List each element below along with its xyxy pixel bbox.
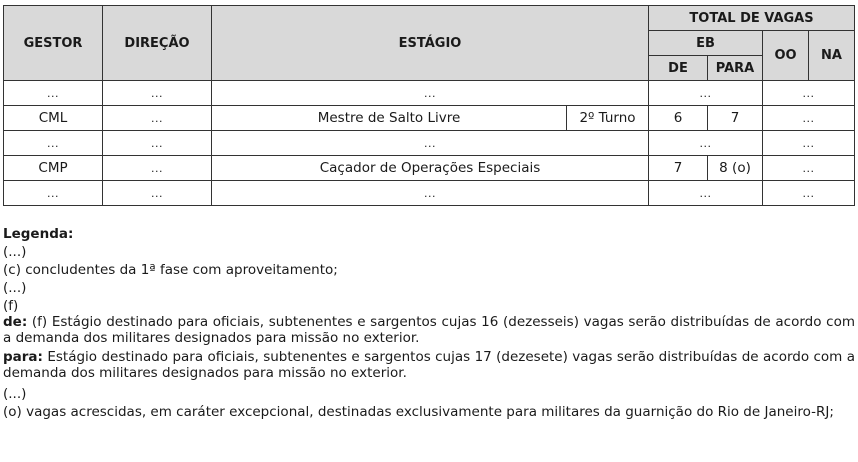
cell-direcao: ...	[103, 81, 212, 106]
cell-de-para: ...	[649, 81, 763, 106]
legend-title: Legenda:	[3, 226, 74, 242]
cell-direcao: ...	[103, 106, 212, 131]
cell-de-para: ...	[649, 131, 763, 156]
cell-oo-na: ...	[763, 106, 855, 131]
header-gestor: GESTOR	[4, 6, 103, 81]
cell-para: 8 (o)	[708, 156, 763, 181]
header-row-1	[4, 6, 855, 31]
cell-de-para: ...	[649, 181, 763, 206]
legend-line: (o) vagas acrescidas, em caráter excepcional, destinadas exclusivamente para militares da guarnição do Rio de Janeiro-RJ;	[3, 404, 834, 420]
cell-gestor: ...	[4, 81, 103, 106]
para-label: para:	[3, 349, 43, 365]
header-oo: OO	[763, 31, 809, 81]
table-row	[4, 156, 855, 181]
legend-de-paragraph	[3, 315, 855, 346]
legend-line: (...)	[3, 280, 27, 296]
cell-de: 7	[649, 156, 708, 181]
cell-oo-na: ...	[763, 81, 855, 106]
cell-de: 6	[649, 106, 708, 131]
header-estagio: ESTÁGIO	[212, 6, 649, 81]
legend	[3, 225, 855, 421]
cell-gestor: ...	[4, 181, 103, 206]
de-text: (f) Estágio destinado para oficiais, subtenentes e sargentos cujas 16 (dezesseis) vagas serão distribuídas de acordo com a demanda dos militares designados para missão no exterior.	[3, 314, 855, 346]
cell-oo-na: ...	[763, 131, 855, 156]
cell-oo-na: ...	[763, 156, 855, 181]
cell-oo-na: ...	[763, 181, 855, 206]
header-para: PARA	[708, 56, 763, 81]
header-de: DE	[649, 56, 708, 81]
table-row	[4, 181, 855, 206]
de-label: de:	[3, 314, 28, 330]
header-na: NA	[809, 31, 855, 81]
table-row	[4, 106, 855, 131]
document	[3, 5, 855, 421]
cell-para: 7	[708, 106, 763, 131]
cell-estagio: ...	[212, 181, 649, 206]
header-direcao: DIREÇÃO	[103, 6, 212, 81]
cell-estagio: ...	[212, 81, 649, 106]
cell-turno: 2º Turno	[567, 106, 649, 131]
legend-line: (...)	[3, 244, 27, 260]
cell-direcao: ...	[103, 156, 212, 181]
table-row	[4, 81, 855, 106]
legend-line: (c) concludentes da 1ª fase com aproveitamento;	[3, 262, 338, 278]
cell-estagio: Mestre de Salto Livre	[212, 106, 567, 131]
cell-gestor: CMP	[4, 156, 103, 181]
cell-estagio: Caçador de Operações Especiais	[212, 156, 649, 181]
para-text: Estágio destinado para oficiais, subtenentes e sargentos cujas 17 (dezesete) vagas serão distribuídas de acordo com a demanda dos militares designados para missão no exterior.	[3, 349, 855, 381]
cell-gestor: CML	[4, 106, 103, 131]
header-eb: EB	[649, 31, 763, 56]
table-row	[4, 131, 855, 156]
cell-direcao: ...	[103, 181, 212, 206]
cell-estagio: ...	[212, 131, 649, 156]
legend-para-paragraph	[3, 350, 855, 381]
legend-line: (f)	[3, 298, 19, 314]
header-total-vagas: TOTAL DE VAGAS	[649, 6, 855, 31]
cell-gestor: ...	[4, 131, 103, 156]
vacancies-table	[3, 5, 855, 206]
legend-line: (...)	[3, 386, 27, 402]
cell-direcao: ...	[103, 131, 212, 156]
